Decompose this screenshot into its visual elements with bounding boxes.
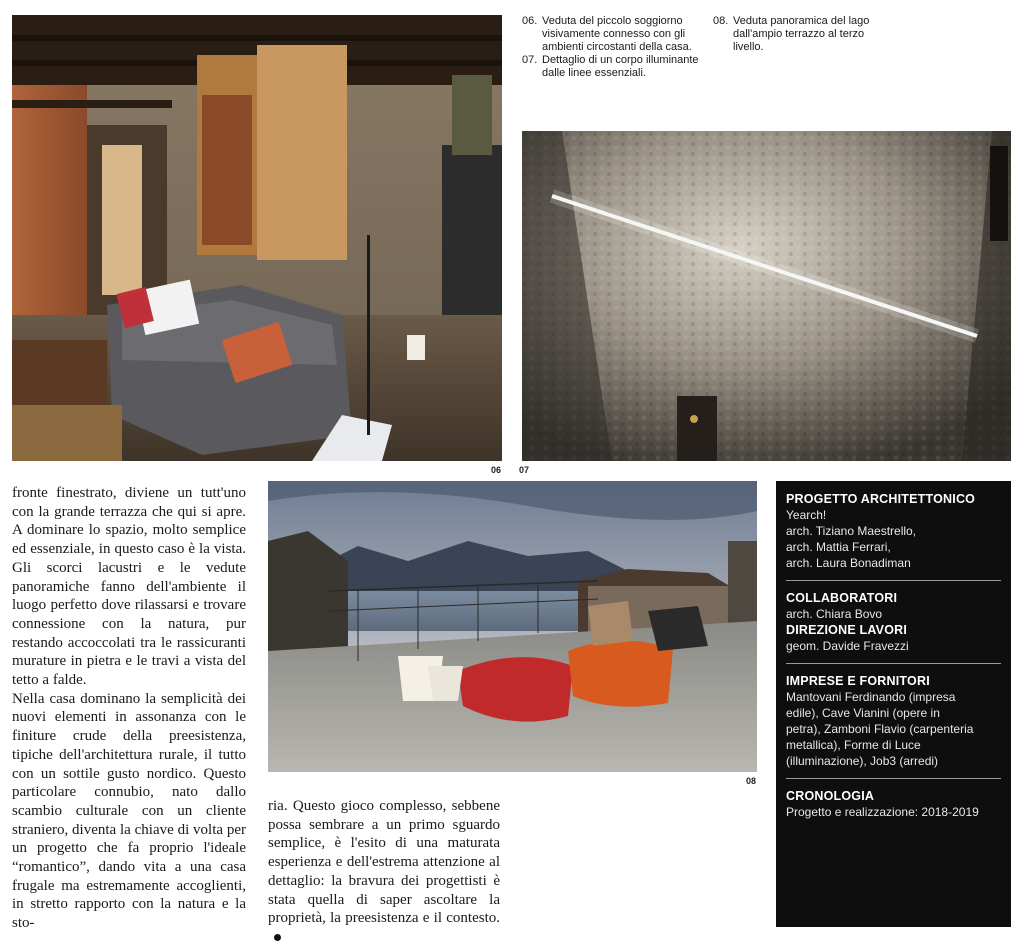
credits-heading: IMPRESE E FORNITORI: [786, 674, 930, 688]
credits-heading: CRONOLOGIA: [786, 789, 875, 803]
photo-lighting-detail: [522, 131, 1011, 461]
captions-column-right: [713, 15, 893, 54]
credits-heading: PROGETTO ARCHITETTONICO: [786, 492, 976, 506]
credits-line: arch. Mattia Ferrari,: [786, 540, 891, 554]
photo-number: 07: [519, 465, 530, 475]
caption-06: [522, 15, 702, 54]
credits-line: Progetto e realizzazione: 2018-2019: [786, 805, 979, 819]
caption-number: 08.: [713, 15, 729, 27]
photo-number: 06: [491, 465, 502, 475]
captions-column-left: [522, 15, 702, 80]
credits-section-imprese: [786, 673, 1001, 779]
body-paragraph-end: [268, 797, 500, 947]
credits-section-progetto: [786, 491, 1001, 581]
credits-box: [776, 481, 1011, 927]
caption-text: Veduta del piccolo soggiorno visivamente connesso con gli ambienti circostanti della casa.: [542, 15, 692, 53]
caption-08: [713, 15, 893, 54]
credits-line: metallica), Forme di Luce: [786, 738, 921, 752]
credits-line: edile), Cave Vianini (opere in: [786, 706, 940, 720]
living-room-image: [12, 15, 502, 461]
credits-line: arch. Laura Bonadiman: [786, 556, 911, 570]
credits-line: arch. Tiziano Maestrello,: [786, 524, 917, 538]
credits-line: arch. Chiara Bovo: [786, 607, 883, 621]
caption-07: [522, 54, 702, 80]
caption-text: Veduta panoramica del lago dall'ampio terrazzo al terzo livello.: [733, 15, 870, 53]
credits-section-cronologia: [786, 788, 1001, 829]
body-paragraph: fronte finestrato, diviene un tutt'uno con la grande terrazza che qui si apre. A dominare lo spazio, molto semplice ed essenziale, in questo caso è la vista. Gli scorci lacustri e le vedute panoramiche fanno dell'ambiente il luogo perfetto dove rilassarsi e trovare connessione con la natura, pur restando accoccolati tra le rassicuranti murature in pietra e le travi a vista del tetto a falde.: [12, 485, 246, 689]
body-paragraph: ria. Questo gioco complesso, sebbene possa sembrare a un primo sguardo semplice, è l'esito di una maturata esperienza e dell'estrema attenzione al dettaglio: la bravura dei progettisti è stata quella di saper ascoltare la proprietà, la preesistenza e il contesto.: [268, 798, 500, 927]
body-column-1: [12, 484, 246, 933]
caption-number: 06.: [522, 15, 538, 27]
terrace-view-image: [268, 481, 757, 772]
photo-terrace-view: [268, 481, 757, 772]
lighting-detail-image: [522, 131, 1011, 461]
credits-line: Yearch!: [786, 508, 827, 522]
body-paragraph: Nella casa dominano la semplicità dei nuovi elementi in assonanza con le finiture crude della preesistenza, tipiche dell'architettura rurale, il tutto con un sottile gusto nordico. Questo particolare connubio, nato dallo scambio culturale con un cliente straniero, diventa la chiave di volta per un progetto che fa proprio l'ideale “romantico”, dando vita a una casa frugale ma estremamente accoglienti, in stretto rapporto con la natura e la sto-: [12, 690, 246, 932]
caption-number: 07.: [522, 54, 538, 66]
photo-number: 08: [746, 776, 757, 786]
credits-line: geom. Davide Fravezzi: [786, 639, 909, 653]
body-column-2: [268, 797, 500, 947]
credits-line: petra), Zamboni Flavio (carpenteria: [786, 722, 974, 736]
photo-living-room: [12, 15, 502, 461]
credits-heading: COLLABORATORI: [786, 591, 898, 605]
caption-text: Dettaglio di un corpo illuminante dalle linee essenziali.: [542, 54, 699, 79]
credits-line: (illuminazione), Job3 (arredi): [786, 754, 939, 768]
credits-line: Mantovani Ferdinando (impresa: [786, 690, 956, 704]
credits-heading: DIREZIONE LAVORI: [786, 623, 908, 637]
end-bullet-icon: [274, 934, 281, 941]
credits-section-collaboratori: [786, 590, 1001, 664]
